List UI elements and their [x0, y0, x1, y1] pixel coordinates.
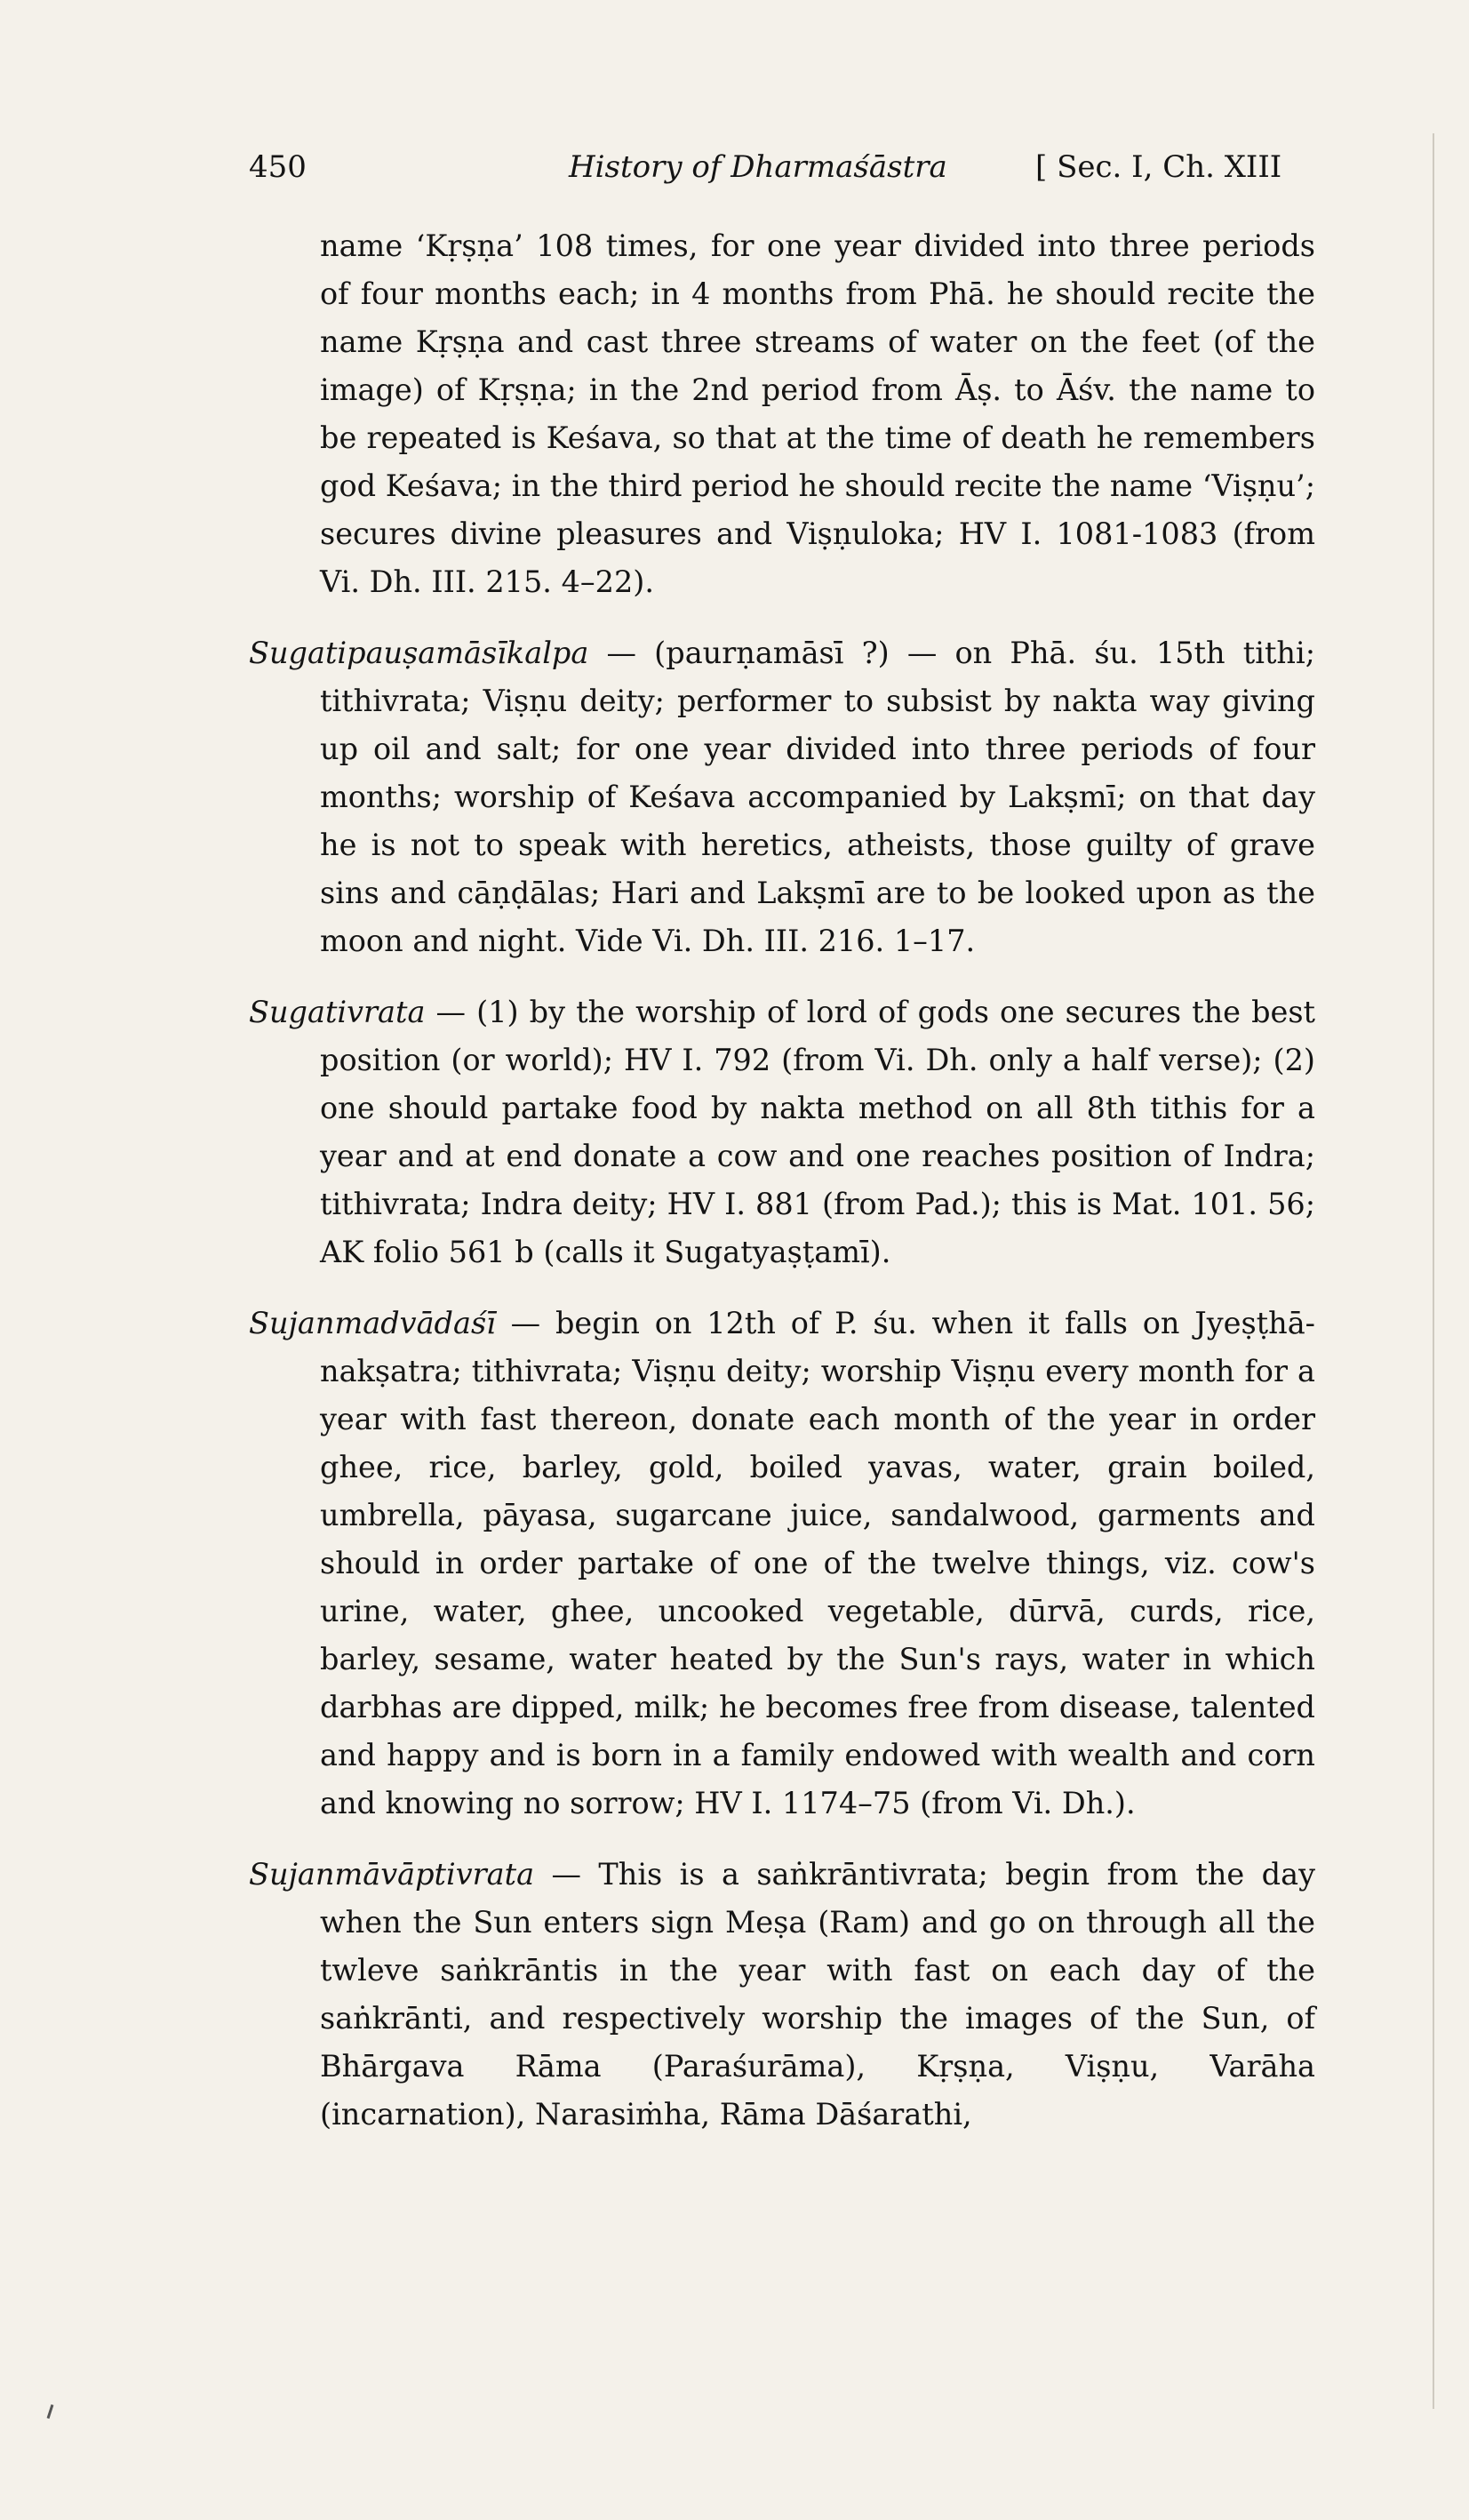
entry-text: name ‘Kṛṣṇa’ 108 times, for one year divided into three periods of four months each; in 4 months from Phā. he should recite the name Kṛṣṇa and cast three streams of water on the feet (of the image) of Kṛṣṇa; in the 2nd period from Āṣ. to Āśv. the name to be repeated is Keśava, so that at the time of death he remembers god Keśava; in the third period he should recite the name ‘Viṣṇu’; secures divine pleasures and Viṣṇuloka; HV I. 1081-1083 (from Vi. Dh. III. 215. 4–22). — [320, 228, 1315, 599]
running-title: History of Dharmaśāstra — [569, 149, 947, 185]
scan-edge-line — [1433, 133, 1434, 2409]
entry-text: — (paurṇamāsī ?) — on Phā. śu. 15th tithi; tithivrata; Viṣṇu deity; performer to subsist by nakta way giving up oil and salt; for one year divided into three periods of four months; worship of Keśava accompanied by Lakṣmī; on that day he is not to speak with heretics, atheists, those guilty of grave sins and cāṇḍālas; Hari and Lakṣmī are to be looked upon as the moon and night. Vide Vi. Dh. III. 216. 1–17. — [320, 636, 1315, 958]
scan-mark — [47, 2404, 54, 2419]
page-number: 450 — [249, 149, 307, 185]
page-body — [249, 222, 1315, 2162]
entry-text: — begin on 12th of P. śu. when it falls on Jyeṣṭhā-nakṣatra; tithivrata; Viṣṇu deity; worship Viṣṇu every month for a year with fast thereon, donate each month of the year in order ghee, rice, barley, gold, boiled yavas, water, grain boiled, umbrella, pāyasa, sugarcane juice, sandalwood, garments and should in order partake of one of the twelve things, viz. cow's urine, water, ghee, uncooked vegetable, dūrvā, curds, rice, barley, sesame, water heated by the Sun's rays, water in which darbhas are dipped, milk; he becomes free from disease, talented and happy and is born in a family endowed with wealth and corn and knowing no sorrow; HV I. 1174–75 (from Vi. Dh.). — [320, 1306, 1315, 1820]
entry-headword: Sujanmāvāptivrata — [249, 1857, 535, 1892]
entry-headword: Sugativrata — [249, 995, 426, 1029]
entry — [249, 988, 1315, 1276]
page-header — [249, 149, 1315, 203]
entry — [249, 1851, 1315, 2139]
entry-text: — This is a saṅkrāntivrata; begin from the day when the Sun enters sign Meṣa (Ram) and go on through all the twleve saṅkrāntis in the year with fast on each day of the saṅkrānti, and respectively worship the images of the Sun, of Bhārgava Rāma (Paraśurāma), Kṛṣṇa, Viṣṇu, Varāha (incarnation), Narasiṁha, Rāma Dāśarathi, — [320, 1857, 1315, 2132]
entry-continuation — [249, 222, 1315, 606]
section-reference: [ Sec. I, Ch. XIII — [1035, 149, 1282, 185]
entry-text: — (1) by the worship of lord of gods one secures the best position (or world); HV I. 792 (from Vi. Dh. only a half verse); (2) one should partake food by nakta method on all 8th tithis for a year and at end donate a cow and one reaches position of Indra; tithivrata; Indra deity; HV I. 881 (from Pad.); this is Mat. 101. 56; AK folio 561 b (calls it Sugatyaṣṭamī). — [320, 995, 1315, 1269]
entry — [249, 629, 1315, 965]
entry-headword: Sugatipauṣamāsīkalpa — [249, 636, 589, 670]
entry — [249, 1300, 1315, 1828]
entry-headword: Sujanmadvādaśī — [249, 1306, 496, 1340]
